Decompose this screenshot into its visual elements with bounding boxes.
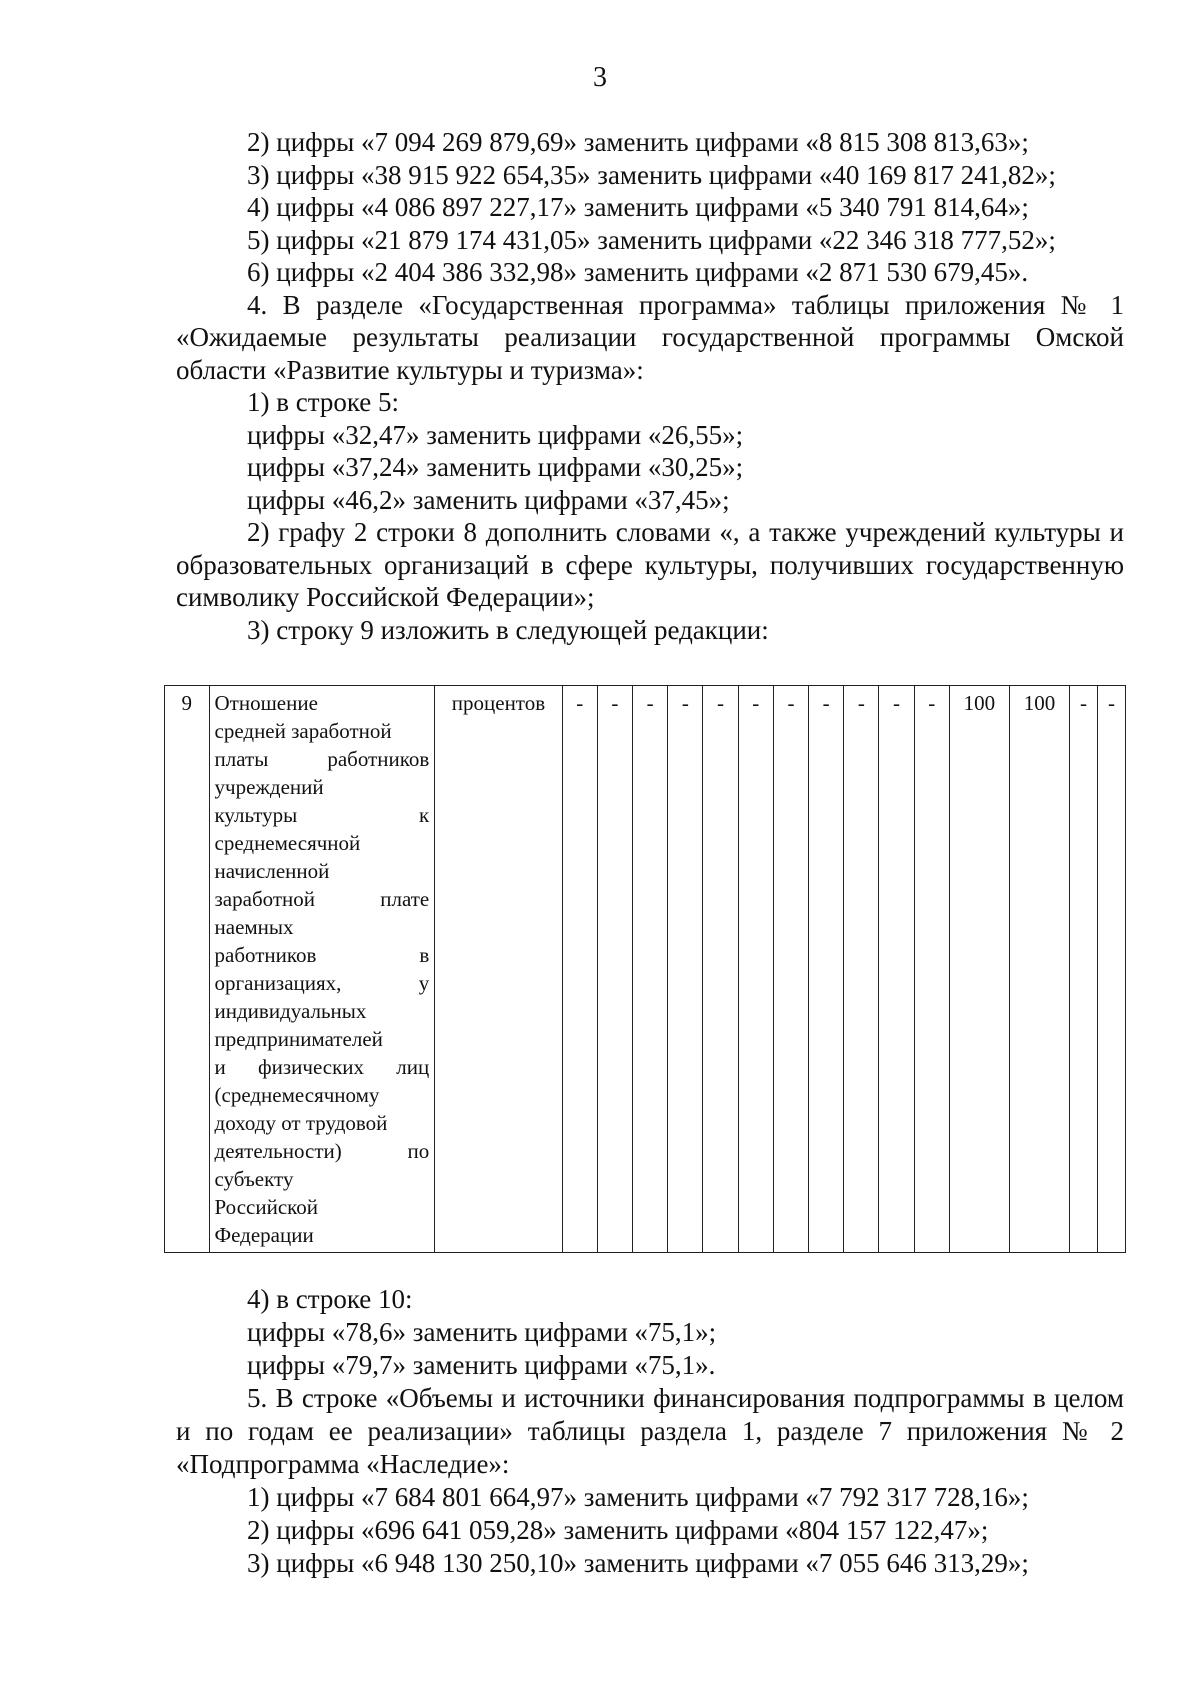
description-line: средней заработной <box>214 719 392 743</box>
paragraph: 3) строку 9 изложить в следующей редакции: <box>247 614 769 645</box>
value-cell: - <box>914 686 949 1253</box>
description-line: деятельности) по <box>214 1139 430 1163</box>
description-line: и физических лиц <box>214 1055 430 1079</box>
description-line: работников в <box>214 943 430 967</box>
paragraph: цифры «37,24» заменить цифрами «30,25»; <box>247 452 744 482</box>
value-cell: 100 <box>949 686 1009 1253</box>
value-cell: - <box>703 686 738 1253</box>
value-cell: - <box>773 686 808 1253</box>
paragraph: цифры «32,47» заменить цифрами «26,55»; <box>247 419 744 450</box>
description-line: Федерации <box>214 1223 314 1247</box>
document-body-top <box>176 126 1124 646</box>
paragraph-section-5: 5. В строке «Объемы и источники финансирования подпрограммы в целом и по годам ее реализации» таблицы раздела 1, разделе 7 приложения № 2 «Подпрограмма «Наследие»: <box>176 1383 1124 1479</box>
unit-cell: процентов <box>435 686 562 1253</box>
value-cell: - <box>1069 686 1097 1253</box>
value-cell: - <box>879 686 914 1253</box>
description-line: предпринимателей <box>214 1027 383 1051</box>
paragraph: 4) цифры «4 086 897 227,17» заменить цифрами «5 340 791 814,64»; <box>247 192 1029 222</box>
paragraph-section-4: 4. В разделе «Государственная программа» таблицы приложения № 1 «Ожидаемые результаты реализации государственной программы Омской области «Развитие культуры и туризма»: <box>176 289 1124 385</box>
paragraph: 4) в строке 10: <box>247 1284 413 1314</box>
paragraph: цифры «78,6» заменить цифрами «75,1»; <box>247 1317 717 1347</box>
description-line: Отношение <box>214 691 318 715</box>
description-line: (среднемесячному <box>214 1083 380 1107</box>
value-cell: - <box>597 686 632 1253</box>
document-body-bottom <box>176 1283 1124 1580</box>
description-line: наемных <box>214 915 294 939</box>
value-cell: 100 <box>1009 686 1069 1253</box>
value-cell: - <box>633 686 668 1253</box>
paragraph: 3) цифры «38 915 922 654,35» заменить цифрами «40 169 817 241,82»; <box>247 159 1056 190</box>
value-cell: - <box>809 686 844 1253</box>
paragraph: 1) цифры «7 684 801 664,97» заменить цифрами «7 792 317 728,16»; <box>247 1482 1029 1512</box>
description-line: среднемесячной <box>214 831 361 855</box>
paragraph: 3) цифры «6 948 130 250,10» заменить цифрами «7 055 646 313,29»; <box>247 1548 1029 1578</box>
row-number-cell: 9 <box>165 686 210 1253</box>
paragraph: 2) графу 2 строки 8 дополнить словами «, а также учреждений культуры и образовательных организаций в сфере культуры, получивших государственную символику Российской Федерации»; <box>176 517 1124 612</box>
value-cell: - <box>668 686 703 1253</box>
value-cell: - <box>738 686 773 1253</box>
paragraph: цифры «46,2» заменить цифрами «37,45»; <box>247 484 730 515</box>
paragraph: 2) цифры «7 094 269 879,69» заменить цифрами «8 815 308 813,63»; <box>247 127 1029 157</box>
description-line: индивидуальных <box>214 999 367 1023</box>
value-cell: - <box>562 686 597 1253</box>
description-line: платы работников <box>214 747 430 771</box>
description-line: заработной плате <box>214 887 430 911</box>
description-line: учреждений <box>214 775 324 799</box>
page-number: 3 <box>593 62 607 93</box>
value-cell: - <box>844 686 879 1253</box>
paragraph: 5) цифры «21 879 174 431,05» заменить цифрами «22 346 318 777,52»; <box>247 224 1056 255</box>
paragraph: 2) цифры «696 641 059,28» заменить цифрами «804 157 122,47»; <box>247 1515 989 1545</box>
description-line: организациях, у <box>214 971 430 995</box>
description-line: доходу от трудовой <box>214 1111 388 1135</box>
indicator-description-cell <box>209 686 435 1253</box>
paragraph: 1) в строке 5: <box>247 387 400 417</box>
paragraph: 6) цифры «2 404 386 332,98» заменить цифрами «2 871 530 679,45». <box>247 257 1029 287</box>
description-line: культуры к <box>214 803 430 827</box>
paragraph: цифры «79,7» заменить цифрами «75,1». <box>247 1350 716 1380</box>
description-line: начисленной <box>214 859 330 883</box>
indicator-table-row-9 <box>164 685 1126 1253</box>
table-row <box>165 686 1126 1253</box>
description-line: субъекту <box>214 1167 294 1191</box>
value-cell: - <box>1097 686 1125 1253</box>
description-line: Российской <box>214 1195 319 1219</box>
